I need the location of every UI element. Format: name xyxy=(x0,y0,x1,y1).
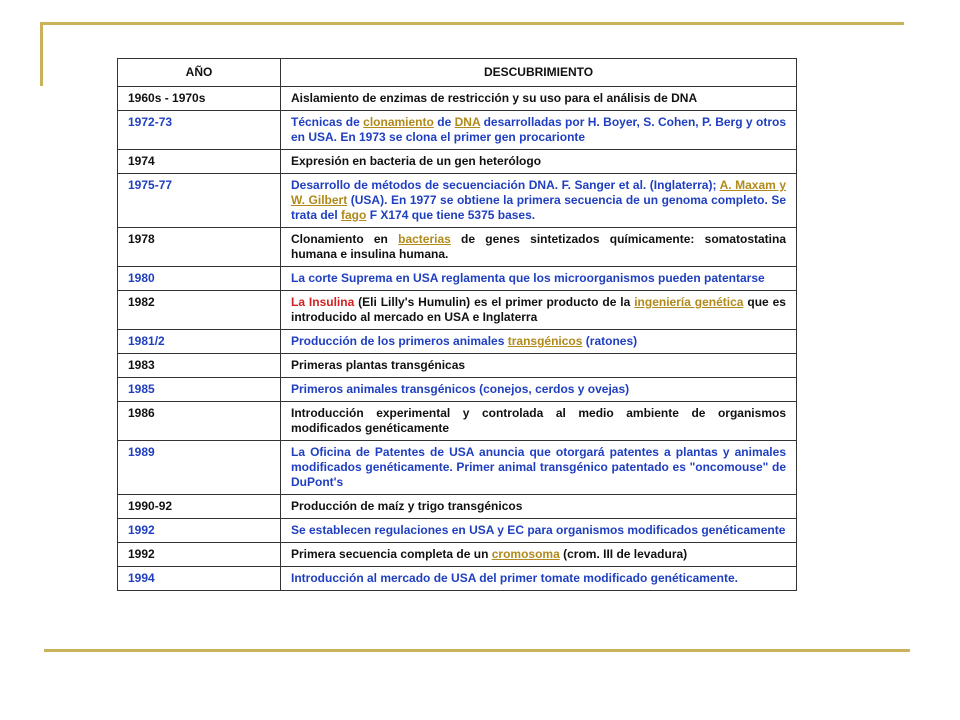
header-discovery: DESCUBRIMIENTO xyxy=(281,59,797,87)
row-year: 1992 xyxy=(118,543,281,567)
description-text: de genes sintetizados químicamente: somatostatina humana e insulina humana. xyxy=(291,232,786,261)
description-text: desarrolladas por H. Boyer, S. Cohen, P. Berg y otros en USA. En 1973 se clona el primer gen procarionte xyxy=(291,115,786,144)
row-description xyxy=(281,378,797,402)
inline-link[interactable]: DNA xyxy=(454,115,481,129)
description-text: Primeras plantas transgénicas xyxy=(291,358,466,372)
row-year: 1978 xyxy=(118,228,281,267)
row-year: 1983 xyxy=(118,354,281,378)
inline-link[interactable]: transgénicos xyxy=(507,334,583,348)
row-description xyxy=(281,87,797,111)
table-row xyxy=(118,543,797,567)
description-text: que es introducido al mercado en USA e Inglaterra xyxy=(291,295,786,324)
row-description xyxy=(281,267,797,291)
description-text: Desarrollo de métodos de secuenciación DNA. F. Sanger et al. (Inglaterra); xyxy=(291,178,720,192)
description-text: Primera secuencia completa de un xyxy=(291,547,492,561)
row-year: 1989 xyxy=(118,441,281,495)
row-description xyxy=(281,441,797,495)
description-text: Se establecen regulaciones en USA y EC para organismos modificados genéticamente xyxy=(291,523,786,537)
description-text: Introducción al mercado de USA del primer tomate modificado genéticamente. xyxy=(291,571,738,585)
row-year: 1975-77 xyxy=(118,174,281,228)
row-year: 1972-73 xyxy=(118,111,281,150)
discovery-timeline-table xyxy=(117,58,797,591)
row-description xyxy=(281,543,797,567)
description-text: (crom. III de levadura) xyxy=(559,547,688,561)
description-text: Clonamiento en xyxy=(291,232,399,246)
row-description xyxy=(281,519,797,543)
description-text: Técnicas de xyxy=(291,115,364,129)
row-year: 1960s - 1970s xyxy=(118,87,281,111)
description-text: Introducción experimental y controlada al medio ambiente de organismos modificados genéticamente xyxy=(291,406,786,435)
row-description xyxy=(281,330,797,354)
description-text: Producción de maíz y trigo transgénicos xyxy=(291,499,523,513)
row-year: 1990-92 xyxy=(118,495,281,519)
row-description xyxy=(281,174,797,228)
table-row xyxy=(118,267,797,291)
row-description xyxy=(281,354,797,378)
table-row xyxy=(118,567,797,591)
description-text: Producción de los primeros animales xyxy=(291,334,508,348)
row-description xyxy=(281,495,797,519)
description-text: de xyxy=(433,115,455,129)
description-text: La corte Suprema en USA reglamenta que los microorganismos pueden patentarse xyxy=(291,271,765,285)
row-year: 1980 xyxy=(118,267,281,291)
table-row xyxy=(118,378,797,402)
row-description xyxy=(281,150,797,174)
inline-link[interactable]: cromosoma xyxy=(491,547,560,561)
description-text: F X174 que tiene 5375 bases. xyxy=(366,208,536,222)
left-rule xyxy=(40,22,43,86)
row-year: 1994 xyxy=(118,567,281,591)
table-row xyxy=(118,519,797,543)
inline-link[interactable]: bacterias xyxy=(398,232,451,246)
inline-link[interactable]: fago xyxy=(341,208,367,222)
table-row xyxy=(118,291,797,330)
table-row xyxy=(118,174,797,228)
row-description xyxy=(281,291,797,330)
description-text: Aislamiento de enzimas de restricción y su uso para el análisis de DNA xyxy=(291,91,698,105)
table-row xyxy=(118,87,797,111)
inline-link[interactable]: ingeniería genética xyxy=(634,295,744,309)
table-row xyxy=(118,402,797,441)
row-year: 1982 xyxy=(118,291,281,330)
description-text: La Oficina de Patentes de USA anuncia que otorgará patentes a plantas y animales modificados genéticamente. Primer animal transgénico patentado es "oncomouse" de DuPont's xyxy=(291,445,786,489)
row-description xyxy=(281,402,797,441)
row-year: 1992 xyxy=(118,519,281,543)
row-year: 1985 xyxy=(118,378,281,402)
description-text: (ratones) xyxy=(582,334,638,348)
table-row xyxy=(118,354,797,378)
inline-link[interactable]: clonamiento xyxy=(363,115,434,129)
row-description xyxy=(281,228,797,267)
row-description xyxy=(281,111,797,150)
description-text: (USA). En 1977 se obtiene la primera secuencia de un genoma completo. Se trata del xyxy=(291,193,786,222)
header-year: AÑO xyxy=(118,59,281,87)
table-row xyxy=(118,495,797,519)
inline-link[interactable]: A. Maxam y W. Gilbert xyxy=(291,178,786,207)
table-row xyxy=(118,150,797,174)
row-year: 1974 xyxy=(118,150,281,174)
row-year: 1986 xyxy=(118,402,281,441)
top-rule xyxy=(40,22,904,25)
table-body xyxy=(118,87,797,591)
row-description xyxy=(281,567,797,591)
table-row xyxy=(118,111,797,150)
table-header-row xyxy=(118,59,797,87)
row-year: 1981/2 xyxy=(118,330,281,354)
description-text: Primeros animales transgénicos (conejos, cerdos y ovejas) xyxy=(291,382,630,396)
description-text: Expresión en bacteria de un gen heterólogo xyxy=(291,154,542,168)
table-row xyxy=(118,441,797,495)
description-text: (Eli Lilly's Humulin) es el primer producto de la xyxy=(354,295,635,309)
highlighted-text: La Insulina xyxy=(291,295,355,309)
table-row xyxy=(118,330,797,354)
table-row xyxy=(118,228,797,267)
bottom-rule xyxy=(44,649,910,652)
